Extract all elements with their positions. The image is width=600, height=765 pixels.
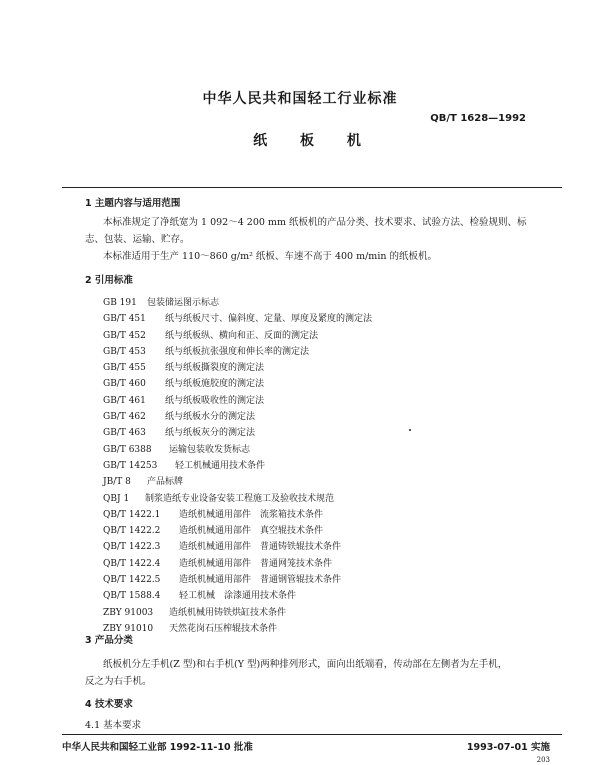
reference-title: 纸与纸板纵、横向和正、反面的测定法 [165,330,319,341]
section-3-heading: 3 产品分类 [85,635,133,646]
reference-title: 造纸机械通用部件 流浆箱技术条件 [179,509,324,520]
reference-item [103,442,372,458]
section-1-heading: 1 主题内容与适用范围 [85,198,181,209]
reference-code: QB/T 1422.1 [103,509,161,520]
reference-item [103,360,372,376]
standard-code: QB/T 1628—1992 [430,113,526,124]
approval-line: 中华人民共和国轻工业部 1992-11-10 批准 [62,742,253,753]
issuing-organization: 中华人民共和国轻工行业标准 [202,91,398,107]
reference-title: 纸与纸板撕裂度的测定法 [165,363,265,374]
reference-code: QB/T 1422.3 [103,542,161,553]
reference-item [103,491,372,507]
reference-code: GB/T 463 [103,428,146,439]
bottom-rule [62,734,562,735]
reference-code: GB/T 6388 [103,444,152,455]
reference-code: GB/T 462 [103,412,146,423]
reference-title: 包装储运图示标志 [147,298,220,308]
reference-item [103,376,372,392]
reference-title: 造纸机械通用部件 普通铸铁辊技术条件 [179,542,342,553]
document-title: 纸 板 机 [253,133,375,149]
implementation-date: 1993-07-01 实施 [466,742,550,753]
reference-item [103,556,372,572]
reference-code: GB/T 14253 [103,460,158,471]
reference-title: 运输包装收发货标志 [169,444,251,455]
reference-code: ZBY 91003 [103,607,154,618]
reference-title: 纸与纸板吸收性的测定法 [165,395,265,406]
reference-code: GB/T 453 [103,346,146,357]
section-1-para1-line1: 本标准规定了净纸宽为 1 092～4 200 mm 纸板机的产品分类、技术要求、试验方法、检验规则、标 [103,217,527,228]
section-2-heading: 2 引用标准 [85,275,133,286]
reference-item [103,311,372,327]
section-3-para-line2: 反之为右手机。 [85,676,152,687]
reference-code: JB/T 8 [103,477,131,488]
section-1-para1-line2: 志、包装、运输、贮存。 [85,234,190,245]
reference-item [103,409,372,425]
reference-code: QB/T 1422.4 [103,558,161,569]
reference-title: 纸与纸板尺寸、偏斜度、定量、厚度及紧度的测定法 [165,314,373,325]
page-number: 203 [536,756,550,764]
reference-title: 造纸机械通用部件 普通网笼技术条件 [179,558,333,569]
reference-title: 制浆造纸专业设备安装工程施工及验收技术规范 [145,493,335,504]
reference-title: 纸与纸板灰分的测定法 [165,428,256,439]
reference-code: QB/T 1422.2 [103,526,161,537]
section-3-para-line1: 纸板机分左手机(Z 型)和右手机(Y 型)两种排列形式，面向出纸端看，传动部在左侧者为左手机， [103,659,508,670]
reference-code: GB 191 [103,298,137,308]
reference-title: 轻工机械通用技术条件 [175,460,266,471]
reference-code: QBJ 1 [103,493,130,504]
reference-item [103,588,372,604]
reference-item [103,328,372,344]
reference-code: QB/T 1422.5 [103,575,161,586]
section-4-heading: 4 技术要求 [85,699,133,710]
reference-title: 天然花岗石压榨辊技术条件 [169,623,278,634]
reference-title: 轻工机械 涂漆通用技术条件 [179,591,297,602]
reference-item [103,458,372,474]
reference-title: 造纸机械用铸铁烘缸技术条件 [169,607,287,618]
reference-item [103,621,372,637]
reference-code: GB/T 451 [103,314,146,325]
reference-item [103,539,372,555]
section-4-1-heading: 4.1 基本要求 [85,720,142,731]
reference-title: 纸与纸板水分的测定法 [165,412,256,423]
reference-title: 造纸机械通用部件 普通钢管辊技术条件 [179,575,342,586]
reference-item [103,507,372,523]
reference-title: 造纸机械通用部件 真空辊技术条件 [179,526,324,537]
stray-dot [409,429,411,431]
reference-item [103,425,372,441]
referenced-standards-list [103,295,372,637]
reference-title: 产品标牌 [147,477,184,488]
reference-title: 纸与纸板抗张强度和伸长率的测定法 [165,346,310,357]
reference-item [103,393,372,409]
reference-code: GB/T 461 [103,395,146,406]
reference-title: 纸与纸板施胶度的测定法 [165,379,265,390]
top-rule [62,187,562,188]
reference-code: GB/T 452 [103,330,146,341]
section-1-para2: 本标准适用于生产 110～860 g/m² 纸板、车速不高于 400 m/min 的纸板机。 [103,251,437,262]
reference-item [103,572,372,588]
reference-item [103,344,372,360]
reference-code: QB/T 1588.4 [103,591,161,602]
reference-code: GB/T 460 [103,379,146,390]
reference-item [103,474,372,490]
reference-item [103,523,372,539]
reference-code: ZBY 91010 [103,623,154,634]
reference-code: GB/T 455 [103,363,146,374]
reference-item [103,605,372,621]
reference-item [103,295,372,311]
